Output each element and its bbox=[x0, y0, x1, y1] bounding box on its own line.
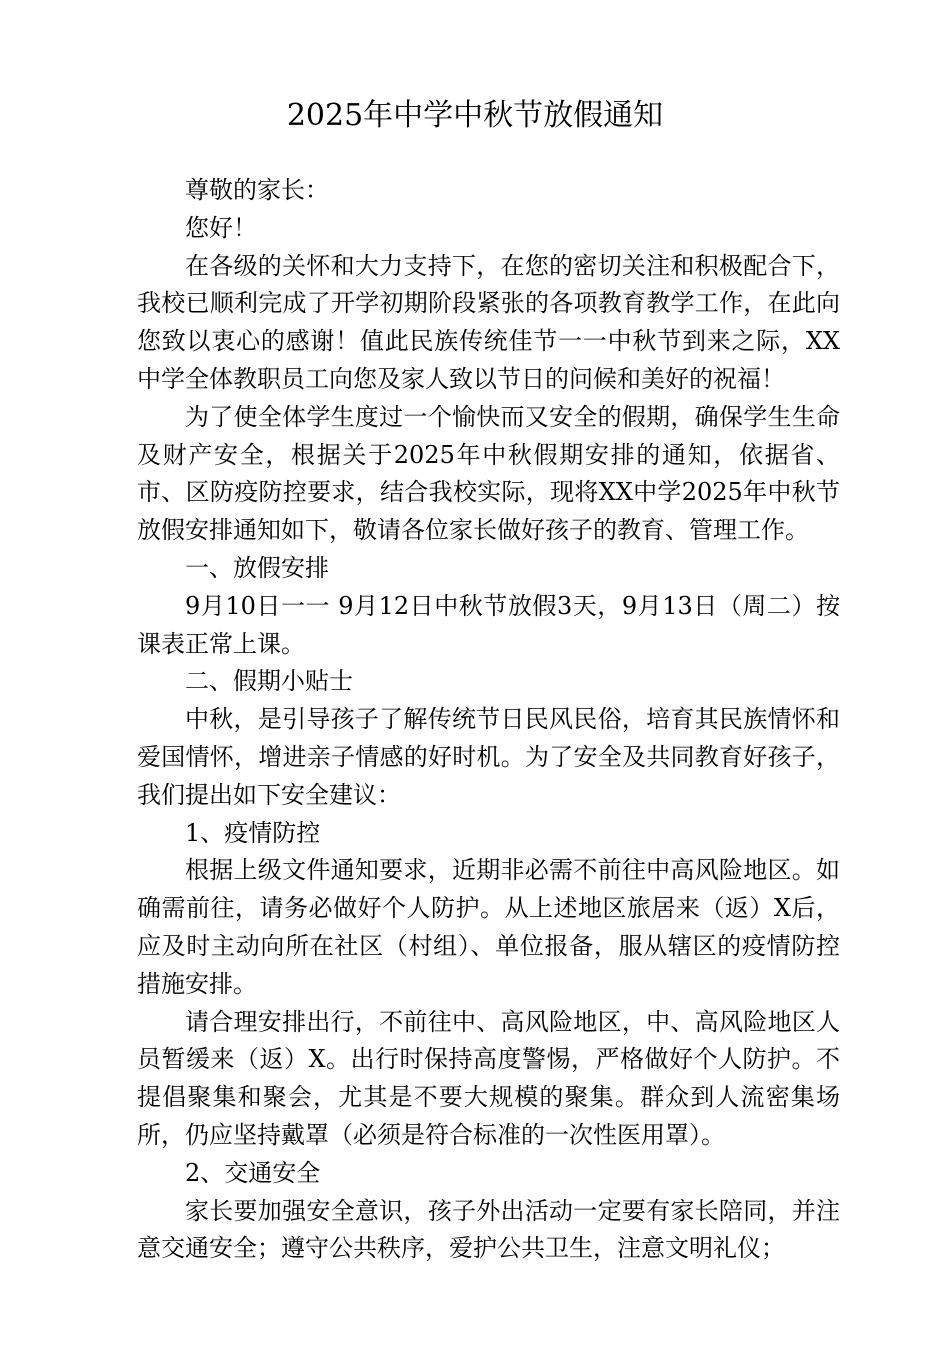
section-heading: 一、放假安排 bbox=[185, 553, 329, 582]
document-body bbox=[137, 172, 840, 1268]
body-paragraph: 根据上级文件通知要求，近期非必需不前往中高风险地区。如确需前往，请务必做好个人防护。从上述地区旅居来（返）X后，应及时主动向所在社区（村组）、单位报备，服从辖区的疫情防控措施安排。 bbox=[137, 856, 840, 998]
body-paragraph: 请合理安排出行，不前往中、高风险地区，中、高风险地区人员暂缓来（返）X。出行时保持高度警惕，严格做好个人防护。不提倡聚集和聚会，尤其是不要大规模的聚集。群众到人流密集场所，仍应坚持戴罩（必须是符合标准的一次性医用罩）。 bbox=[137, 1007, 840, 1149]
subsection-heading: 1、疫情防控 bbox=[185, 818, 321, 847]
greeting: 您好！ bbox=[185, 213, 257, 242]
document-title: 2025年中学中秋节放假通知 bbox=[286, 98, 664, 133]
body-paragraph: 为了使全体学生度过一个愉快而又安全的假期，确保学生生命及财产安全，根据关于2025年中秋假期安排的通知，依据省、市、区防疫防控要求，结合我校实际，现将XX中学2025年中秋节放假安排通知如下，敬请各位家长做好孩子的教育、管理工作。 bbox=[137, 402, 840, 545]
body-paragraph: 在各级的关怀和大力支持下，在您的密切关注和积极配合下，我校已顺利完成了开学初期阶段紧张的各项教育教学工作，在此向您致以衷心的感谢！值此民族传统佳节一一中秋节到来之际，XX中学全体教职员工向您及家人致以节日的问候和美好的祝福！ bbox=[137, 251, 840, 393]
salutation: 尊敬的家长： bbox=[185, 176, 329, 204]
subsection-heading: 2、交通安全 bbox=[185, 1158, 321, 1187]
body-paragraph: 家长要加强安全意识，孩子外出活动一定要有家长陪同，并注意交通安全；遵守公共秩序，爱护公共卫生，注意文明礼仪； bbox=[137, 1196, 840, 1263]
section-heading: 二、假期小贴士 bbox=[185, 667, 353, 696]
body-paragraph: 9月10日一一 9月12日中秋节放假3天，9月13日（周二）按课表正常上课。 bbox=[137, 591, 840, 658]
body-paragraph: 中秋，是引导孩子了解传统节日民风民俗，培育其民族情怀和爱国情怀，增进亲子情感的好时机。为了安全及共同教育好孩子，我们提出如下安全建议： bbox=[137, 705, 840, 809]
